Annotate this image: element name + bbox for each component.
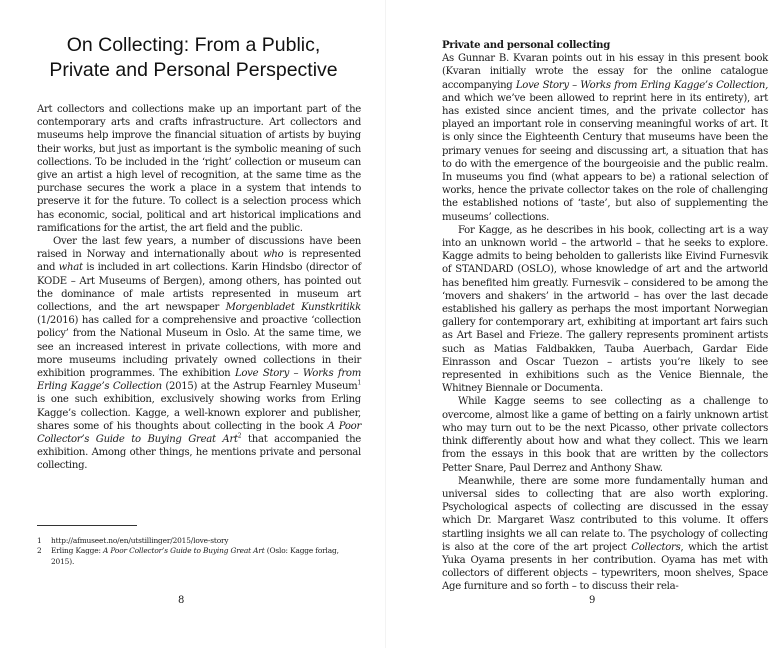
exhibition-title: Love Story – Works from Erling Kagge’s Collection, [515,79,768,91]
text-run: (2015) at the Astrup Fearnley Museum [161,381,358,393]
project-title: Collectors [631,541,681,553]
essay-title: On Collecting: From a Public, Private and Personal Perspective [49,34,338,81]
book-title: A Poor Collector’s Guide to Buying Great Art [37,420,361,446]
footnote-ref[interactable]: 2 [237,432,242,440]
text-run: and which we’ve been allowed to reprint here in its entirety), art has existed since ancient times, and the private collector has played an important role in conserving meaningful works of art. It is only since the Eighteenth Century that museums have been the primary venues for seeing and discussing art, a situation that has to do with the emergence of the bourgeoisie and the public realm. In museums you find (what appears to be) a rational selection of works, hence the private collector takes on the role of challenging the established notions of ‘taste’, but also of supplementing the museums’ collections. [442,92,768,223]
right-body-text [442,39,768,594]
footnote-number: 2 [37,546,42,556]
footnote [37,536,355,546]
text-run: (1/2016) has called for a comprehensive and proactive ‘collection policy’ from the National Museum in Oslo. At the same time, we see an increased interest in private collections, with more and more museums including privately owned collections in their exhibition programmes. The exhibition [37,315,361,380]
footnote-ref[interactable]: 1 [357,379,362,387]
footnote-link[interactable]: http://afmuseet.no/en/utstillinger/2015/love-story [51,536,229,545]
text-run: Erling Kagge: [51,546,103,556]
paragraph [442,52,768,224]
paragraph [37,235,361,473]
paragraph [442,475,768,594]
newspaper-title: Morgenbladet Kunstkritikk [225,302,362,314]
footnote-divider [37,525,137,526]
footnotes [37,536,355,567]
emphasis: what [58,262,83,274]
text-run: As Gunnar B. Kvaran points out in his essay in this present book (Kvaran initially wrote the essay for the online catalogue accompanying [442,53,768,91]
text-run: is represented and [37,249,361,274]
footnote-number: 1 [37,536,42,545]
text-run: (Oslo: Kagge forlag, 2015). [51,546,339,566]
text-run: Over the last few years, a number of discussions have been raised in Norway and internationally about [37,236,361,261]
text-run: that accompanied the exhibition. Among other things, he mentions private and personal collecting. [37,434,361,472]
paragraph: While Kagge seems to see collecting as a challenge to overcome, almost like a game of betting on a fairly unknown artist who may turn out to be the next Picasso, other private collectors think differently about how and what they collect. This we learn from the essays in this book that are written by the collectors Petter Snare, Paul Derrez and Anthony Shaw. [442,396,768,474]
right-page [386,0,771,648]
page-number: 8 [178,595,185,606]
paragraph: Art collectors and collections make up an important part of the contemporary arts and crafts infrastructure. Art collectors and museums help improve the financial situation of artists by buying their works, but just as important is the symbolic meaning of such collections. To be included in the ‘right’ collection or museum can give an artist a high level of recognition, at the same time as the purchase secures the work a place in a system that intends to preserve it for the future. To collect is a selection process which has economic, social, political and art historical implications and ramifications for the artist, the art field and the public. [37,104,361,234]
left-page [0,0,385,648]
paragraph: For Kagge, as he describes in his book, collecting art is a way into an unknown world – the artworld – that he seeks to explore. Kagge admits to being beholden to gallerists like Eivind Furnesvik of STANDARD (OSLO), whose knowledge of art and the artworld has benefited him greatly. Furnesvik – considered to be among the ‘movers and shakers’ in the artworld – has over the last decade established his gallery as perhaps the most important Norwegian gallery for contemporary art, exhibiting at important art fairs such as Art Basel and Frieze. The gallery represents prominent artists such as Matias Faldbakken, Tauba Auerbach, Gardar Eide Einrasson and Oscar Tuezon – artists you’re likely to see represented in exhibitions such as the Venice Biennale, the Whitney Biennale or Documenta. [442,224,768,395]
text-run: , which the artist Yuka Oyama presents in her contribution. Oyama has met with collectors of different objects – typewriters, moon shelves, Space Age furniture and so forth – to discuss their rela- [442,541,768,593]
text-run: is one such exhibition, exclusively showing works from Erling Kagge’s collection. Kagge, a well-known explorer and publisher, shares some of his thoughts about collecting in the book [37,394,361,432]
footnote [37,546,355,567]
exhibition-title: Love Story – Works from Erling Kagge’s Collection [37,368,361,393]
section-heading: Private and personal collecting [442,40,610,51]
book-title: A Poor Collector’s Guide to Buying Great Art [103,546,265,556]
emphasis: who [263,249,284,261]
text-run: Meanwhile, there are some more fundamentally human and universal sides to collecting that are also worth exploring. Psychological aspects of collecting are discussed in the essay which Dr. Margaret Wasz contributed to this volume. It offers startling insights we all can relate to. The psychology of collecting is also at the core of the art project [442,475,768,553]
left-body-text [37,103,361,473]
page-number: 9 [589,595,596,606]
text-run: is included in art collections. Karin Hindsbo (director of KODE – Art Museums of Bergen), among others, has pointed out the dominance of male artists represented in museum art collections, and the art newspaper [37,262,361,314]
